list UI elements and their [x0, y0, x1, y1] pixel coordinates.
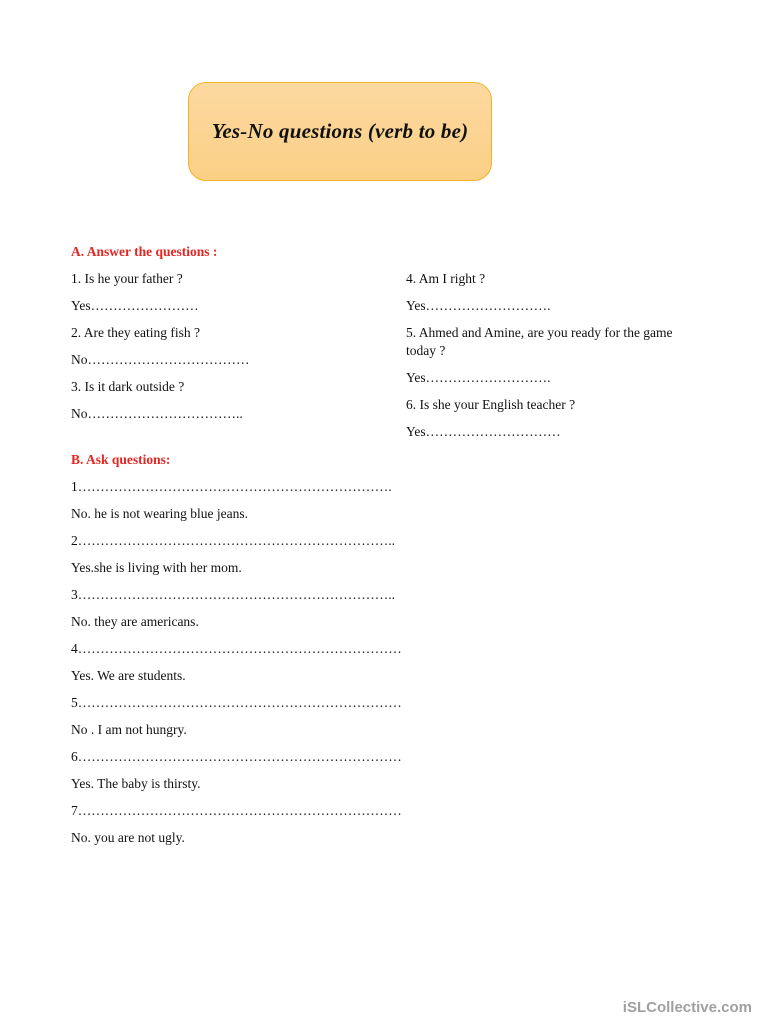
question-1: 1. Is he your father ?: [71, 271, 183, 286]
ask-answer-2: Yes.she is living with her mom.: [71, 560, 242, 575]
ask-answer-3: No. they are americans.: [71, 614, 199, 629]
ask-line-3: 3……………………………………………………………..: [71, 587, 395, 602]
answer-4: Yes……………………….: [406, 298, 551, 313]
ask-line-4: 4………………………………………………………………: [71, 641, 402, 656]
question-6: 6. Is she your English teacher ?: [406, 397, 576, 412]
answer-1: Yes……………………: [71, 298, 199, 313]
ask-line-5: 5………………………………………………………………: [71, 695, 402, 710]
answer-5: Yes……………………….: [406, 370, 551, 385]
ask-line-1: 1…………………………………………………………….: [71, 479, 392, 494]
ask-line-2: 2……………………………………………………………..: [71, 533, 395, 548]
question-5: 5. Ahmed and Amine, are you ready for the game today ?: [406, 325, 673, 358]
section-a-heading: A. Answer the questions :: [71, 244, 218, 259]
worksheet-title: Yes-No questions (verb to be): [211, 119, 469, 143]
title-box: [188, 82, 492, 181]
answer-2: No………………………………: [71, 352, 250, 367]
ask-answer-7: No. you are not ugly.: [71, 830, 185, 845]
question-3: 3. Is it dark outside ?: [71, 379, 185, 394]
ask-answer-1: No. he is not wearing blue jeans.: [71, 506, 248, 521]
question-2: 2. Are they eating fish ?: [71, 325, 200, 340]
section-b-heading: B. Ask questions:: [71, 452, 171, 467]
ask-line-6: 6………………………………………………………………: [71, 749, 402, 764]
ask-line-7: 7………………………………………………………………: [71, 803, 402, 818]
ask-answer-4: Yes. We are students.: [71, 668, 186, 683]
watermark-logo: iSLCollective.com: [622, 999, 752, 1016]
answer-6: Yes…………………………: [406, 424, 561, 439]
ask-answer-6: Yes. The baby is thirsty.: [71, 776, 201, 791]
question-4: 4. Am I right ?: [406, 271, 486, 286]
ask-answer-5: No . I am not hungry.: [71, 722, 187, 737]
answer-3: No……………………………..: [71, 406, 243, 421]
